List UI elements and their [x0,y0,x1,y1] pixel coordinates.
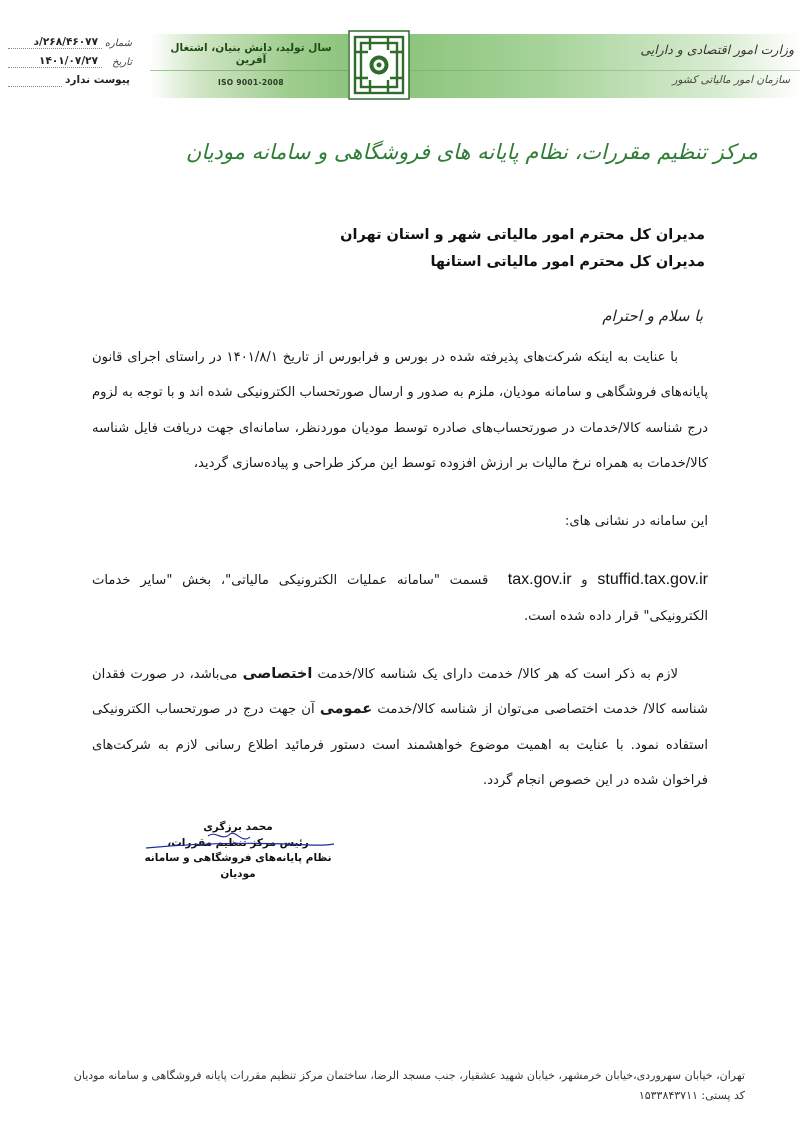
addressees [340,222,705,276]
footer-address-block [74,1066,745,1106]
emphasis-general: عمومی [319,701,373,718]
greeting: با سلام و احترام [602,307,703,325]
year-slogan: سال تولید، دانش بنیان، اشتغال آفرین [170,42,332,66]
ministry-name: وزارت امور اقتصادی و دارایی [640,42,794,57]
letter-date-label: تاریخ [112,57,132,68]
handwritten-signature-icon [138,828,338,858]
letter-meta [8,36,132,93]
letterhead-band [150,34,800,98]
letter-number-label: شماره [104,38,132,49]
iso-certification: ISO 9001-2008 [218,78,284,87]
emphasis-exclusive: اختصاصی [242,666,313,683]
body-paragraph: لازم به ذکر است که هر کالا/ خدمت دارای یک شناسه کالا/خدمت اختصاصی می‌باشد، در صورت فقدان شناسه کالا/ خدمت اختصاصی می‌توان از شناسه کالا/خدمت عمومی آن جهت درج در صورتحساب الکترونیکی استفاده نمود. با عنایت به اهمیت موضوع خواهشمند است دستور فرمائید اطلاع رسانی لازم به شرکت‌های فراخوان شده در این خصوص انجام گردد. [92,666,708,788]
attachment-row [8,74,132,93]
url-stuffid[interactable]: stuffid.tax.gov.ir [597,571,708,589]
signatory-name: محمد برزگری [203,821,273,833]
letter-date-row [8,55,132,74]
conjunction: و [581,573,588,589]
footer-address: تهران، خیابان سهروردی،خیابان خرمشهر، خیابان شهید عشقیار، جنب مسجد الرضا، ساختمان مرکز تنظیم مقررات پایانه فروشگاهی و سامانه مودیان [73,1069,745,1082]
organization-name: سازمان امور مالیاتی کشور [672,74,790,86]
body-paragraph: این سامانه در نشانی های: [564,514,708,530]
signatory-unit: نظام پایانه‌های فروشگاهی و سامانه مودیان [144,852,332,880]
tax-organization-emblem-icon [348,30,410,100]
department-title: مرکز تنظیم مقررات، نظام پایانه های فروشگاهی و سامانه مودیان [185,140,758,164]
body-text-segment: قسمت "سامانه عملیات الکترونیکی مالیاتی"، بخش "سایر خدمات الکترونیکی" قرار داده شده است. [92,573,708,624]
body-paragraph: با عنایت به اینکه شرکت‌های پذیرفته شده در بورس و فرابورس از تاریخ ۱۴۰۱/۸/۱ در راستای اجرای قانون پایانه‌های فروشگاهی و سامانه مودیان، ملزم به صدور و ارسال صورتحساب الکترونیکی شده اند و با توجه به لزوم درج شناسه کالا/خدمات در صورتحساب‌های صادره توسط مودیان مورد‌نظر، سامانه‌ای جهت دریافت فایل شناسه کالا/خدمات به همراه نرخ مالیات بر ارزش افزوده توسط این مرکز طراحی و پیاده‌سازی گردید، [91,350,708,471]
letter-number: ۲۶۸/۴۶۰۷۷/د [33,36,98,48]
letter-date: ۱۴۰۱/۰۷/۲۷ [39,55,98,67]
footer-postal-code: کد پستی: ۱۵۳۳۸۴۳۷۱۱ [638,1089,745,1102]
letter-number-row [8,36,132,55]
addressee-line: مدیران کل محترم امور مالیاتی شهر و استان تهران [340,227,705,243]
attachment-status: پیوست ندارد [65,74,130,86]
signatory-title: رئیس مرکز تنظیم مقررات، [167,836,309,849]
body-paragraph [92,562,708,634]
addressee-line: مدیران کل محترم امور مالیاتی استانها [430,254,705,270]
url-tax[interactable]: tax.gov.ir [507,571,572,589]
letter-body [92,340,708,798]
